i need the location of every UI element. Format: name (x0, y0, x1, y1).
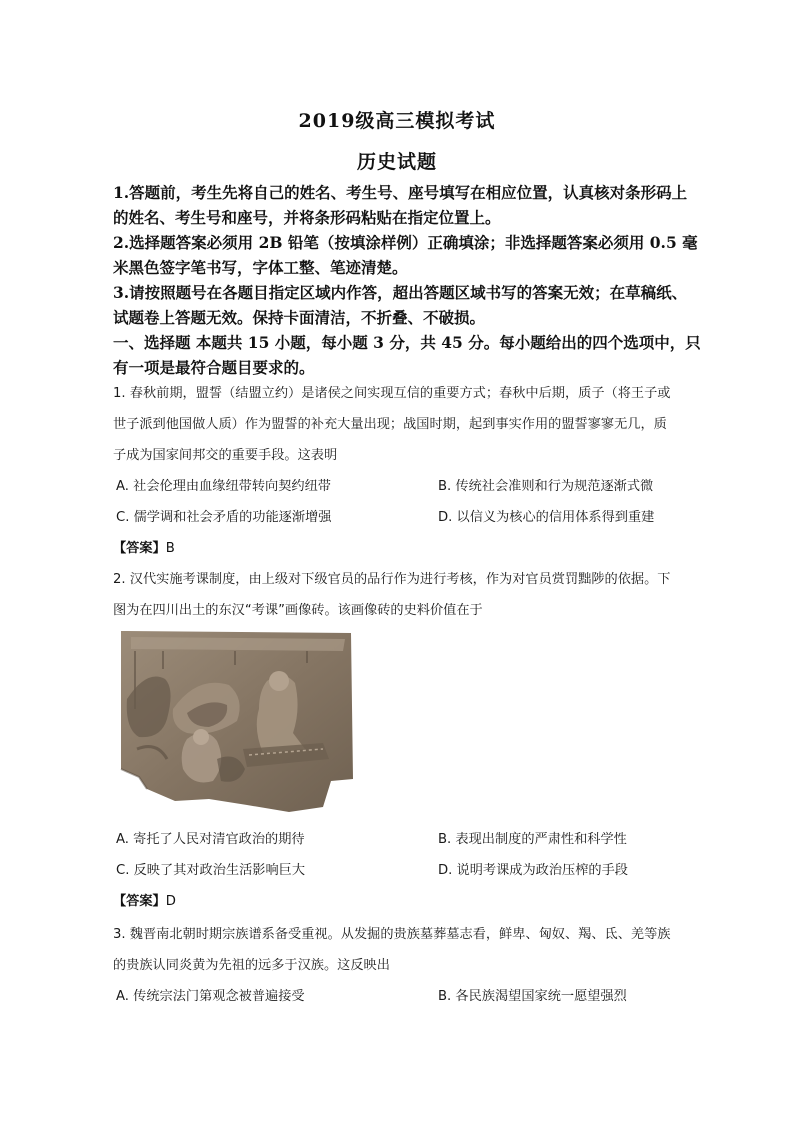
question-3-stem: 的贵族认同炎黄为先祖的远多于汉族。这反映出 (113, 958, 390, 973)
question-3-option-a: A. 传统宗法门第观念被普遍接受 (116, 989, 305, 1004)
instruction-line: 2.选择题答案必须用 2B 铅笔（按填涂样例）正确填涂；非选择题答案必须用 0.5 毫 (113, 233, 698, 252)
question-2-stem: 图为在四川出土的东汉“考课”画像砖。该画像砖的史料价值在于 (113, 603, 483, 618)
question-1-stem: 世子派到他国做人质）作为盟誓的补充大量出现；战国时期，起到事实作用的盟誓寥寥无几，质 (113, 417, 667, 432)
han-kaoke-pictorial-brick-image (117, 629, 355, 813)
question-1-option-b: B. 传统社会准则和行为规范逐渐式微 (438, 479, 654, 494)
instruction-line: 米黑色签字笔书写，字体工整、笔迹清楚。 (113, 258, 408, 277)
question-2-option-b: B. 表现出制度的严肃性和科学性 (438, 832, 627, 847)
question-1-option-c: C. 儒学调和社会矛盾的功能逐渐增强 (116, 510, 332, 525)
answer-value: D (165, 894, 176, 909)
question-3-stem: 3. 魏晋南北朝时期宗族谱系备受重视。从发掘的贵族墓葬墓志看，鲜卑、匈奴、羯、氐、羌等族 (113, 927, 671, 942)
question-1-stem: 子成为国家间邦交的重要手段。这表明 (113, 448, 338, 463)
question-2-option-c: C. 反映了其对政治生活影响巨大 (116, 863, 306, 878)
question-1-option-d: D. 以信义为核心的信用体系得到重建 (438, 510, 655, 525)
answer-tag: 【答案】 (113, 541, 166, 556)
question-2-stem: 2. 汉代实施考课制度，由上级对下级官员的品行作为进行考核，作为对官员赏罚黜陟的依据。下 (113, 572, 671, 587)
question-2-option-d: D. 说明考课成为政治压榨的手段 (438, 863, 628, 878)
question-1-stem: 1. 春秋前期，盟誓（结盟立约）是诸侯之间实现互信的重要方式；春秋中后期，质子（将王子或 (113, 386, 671, 401)
answer-tag: 【答案】 (113, 894, 166, 909)
question-2-answer (113, 892, 176, 912)
exam-title: 2019级高三模拟考试 (298, 110, 496, 132)
section-heading: 一、选择题 本题共 15 小题，每小题 3 分，共 45 分。每小题给出的四个选项中，只 (113, 333, 701, 352)
answer-value: B (165, 541, 175, 556)
question-2-option-a: A. 寄托了人民对清官政治的期待 (116, 832, 305, 847)
question-3-option-b: B. 各民族渴望国家统一愿望强烈 (438, 989, 627, 1004)
instruction-line: 的姓名、考生号和座号，并将条形码粘贴在指定位置上。 (113, 208, 501, 227)
instruction-line: 3.请按照题号在各题目指定区域内作答，超出答题区域书写的答案无效；在草稿纸、 (113, 283, 688, 302)
instruction-line: 试题卷上答题无效。保持卡面清洁，不折叠、不破损。 (113, 308, 486, 327)
question-1-answer (113, 539, 175, 559)
section-heading: 有一项是最符合题目要求的。 (113, 358, 315, 377)
question-1-option-a: A. 社会伦理由血缘纽带转向契约纽带 (116, 479, 331, 494)
exam-subject-title: 历史试题 (356, 151, 437, 173)
instruction-line: 1.答题前，考生先将自己的姓名、考生号、座号填写在相应位置，认真核对条形码上 (113, 183, 688, 202)
